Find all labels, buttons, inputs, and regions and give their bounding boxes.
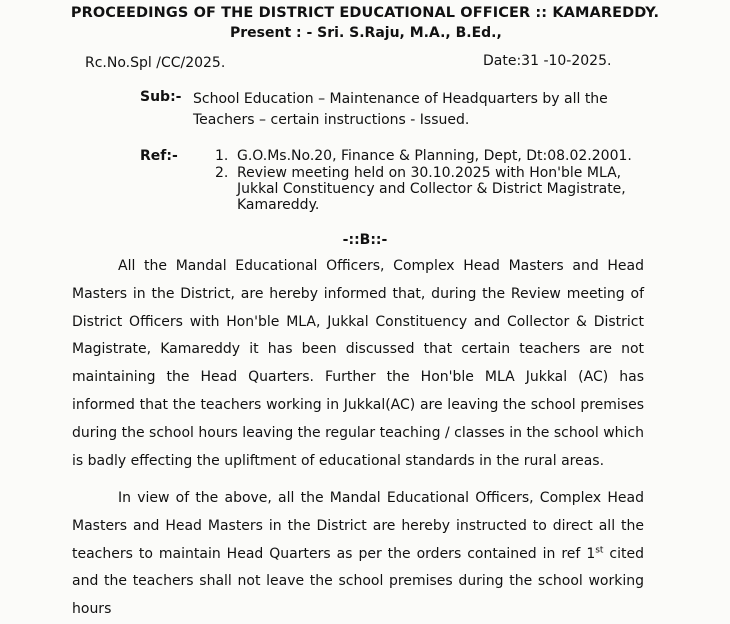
present-officer: Present : - Sri. S.Raju, M.A., B.Ed., [230,25,502,41]
document-date: Date:31 -10-2025. [483,53,612,69]
references-label: Ref:- [140,148,178,164]
subject-label: Sub:- [140,89,182,105]
body-paragraph-1 [72,253,644,475]
document-title: PROCEEDINGS OF THE DISTRICT EDUCATIONAL OFFICER :: KAMAREDDY. [70,5,660,21]
reference-item [215,148,635,164]
subject-text: School Education – Maintenance of Headquarters by all the Teachers – certain instructions - Issued. [193,91,608,128]
body-paragraph-2 [72,485,644,624]
body-paragraph-2-text-b: cited and the teachers shall not leave the school premises during the school working hours [72,545,644,618]
reference-item [215,165,635,213]
references-list [215,148,635,214]
reference-number-1: 1. [215,148,229,164]
section-divider: -::B::- [342,232,388,248]
reference-text-1: G.O.Ms.No.20, Finance & Planning, Dept, Dt:08.02.2001. [237,148,632,164]
reference-number-2: 2. [215,165,229,181]
reference-text-2: Review meeting held on 30.10.2025 with Hon'ble MLA, Jukkal Constituency and Collector & District Magistrate, Kamareddy. [237,165,626,213]
ordinal-superscript: st [595,544,604,555]
body-paragraph-1-text: All the Mandal Educational Officers, Complex Head Masters and Head Masters in the District, are hereby informed that, during the Review meeting of District Officers with Hon'ble MLA, Jukkal Constituency and Collector & District Magistrate, Kamareddy it has been discussed that certain teachers are not maintaining the Head Quarters. Further the Hon'ble MLA Jukkal (AC) has informed that the teachers working in Jukkal(AC) are leaving the school premises during the school hours leaving the regular teaching / classes in the school which is badly effecting the upliftment of educational standards in the rural areas. [72,258,644,469]
reference-number: Rc.No.Spl /CC/2025. [85,55,226,71]
body-paragraph-2-text-a: In view of the above, all the Mandal Educational Officers, Complex Head Masters and Head Masters in the District are hereby instructed to direct all the teachers to maintain Head Quarters as per the orders contained in ref 1 [72,490,644,562]
